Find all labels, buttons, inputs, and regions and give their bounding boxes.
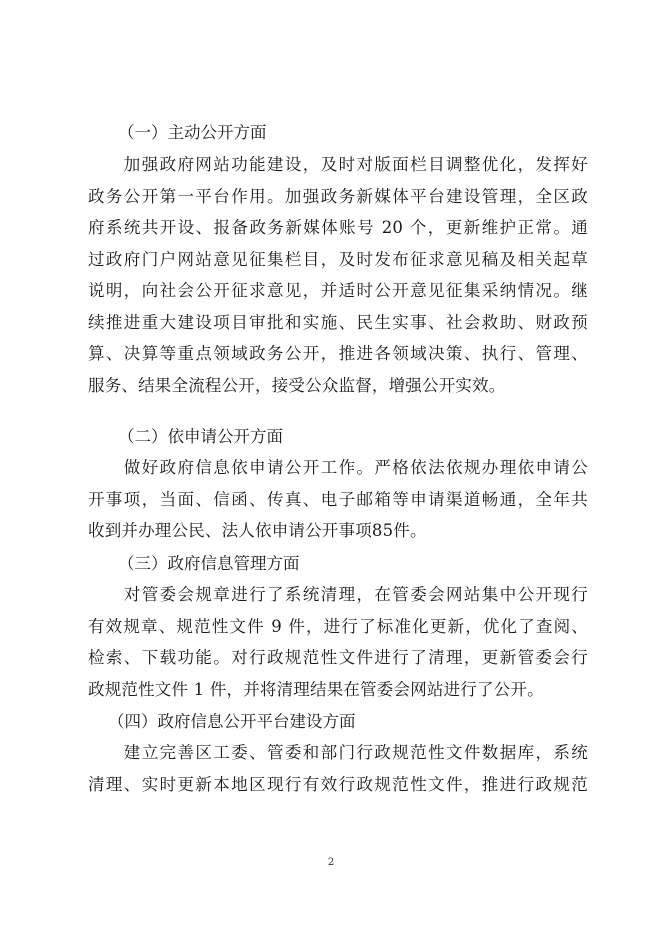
- paragraph-line: 收到并办理公民、法人依申请公开事项85件。: [88, 521, 427, 540]
- section-3-heading: （三）政府信息管理方面: [118, 554, 300, 573]
- paragraph-line: 服务、结果全流程公开，接受公众监督，增强公开实效。: [88, 375, 506, 395]
- section-4-body: [88, 737, 588, 800]
- section-4-heading: （四）政府信息公开平台建设方面: [108, 712, 356, 731]
- section-1-heading: （一）主动公开方面: [118, 123, 267, 142]
- paragraph-line: 算、决算等重点领域政务公开，推进各领域决策、执行、管理、: [88, 344, 588, 363]
- paragraph-line: 有效规章、规范性文件 9 件，进行了标准化更新，优化了查阅、: [88, 616, 588, 636]
- paragraph-line: 政务公开第一平台作用。加强政务新媒体平台建设管理，全区政: [88, 186, 588, 206]
- paragraph-line: 府系统共开设、报备政务新媒体账号 20 个，更新维护正常。通: [88, 218, 588, 237]
- section-2-body: [88, 452, 588, 547]
- paragraph-line: 检索、下载功能。对行政规范性文件进行了清理，更新管委会行: [88, 648, 588, 667]
- paragraph-line: 清理、实时更新本地区现行有效行政规范性文件，推进行政规范: [88, 774, 588, 794]
- paragraph-line: 说明，向社会公开征求意见，并适时公开意见征集采纳情况。继: [88, 281, 588, 300]
- paragraph-line: 续推进重大建设项目审批和实施、民生实事、社会救助、财政预: [88, 312, 588, 332]
- section-1-body: [88, 149, 588, 401]
- paragraph-line: 政规范性文件 1 件，并将清理结果在管委会网站进行了公开。: [88, 679, 544, 699]
- page-number: 2: [327, 857, 335, 868]
- paragraph-line: 过政府门户网站意见征集栏目，及时发布征求意见稿及相关起草: [88, 249, 588, 269]
- paragraph-line: 开事项，当面、信函、传真、电子邮箱等申请渠道畅通，全年共: [88, 489, 588, 509]
- section-2-heading: （二）依申请公开方面: [118, 427, 283, 446]
- paragraph-line: 做好政府信息依申请公开工作。严格依法依规办理依申请公: [88, 458, 588, 477]
- paragraph-line: 加强政府网站功能建设，及时对版面栏目调整优化，发挥好: [88, 155, 588, 174]
- paragraph-line: 建立完善区工委、管委和部门行政规范性文件数据库，系统: [88, 743, 588, 762]
- paragraph-line: 对管委会规章进行了系统清理，在管委会网站集中公开现行: [88, 585, 588, 604]
- section-3-body: [88, 579, 588, 705]
